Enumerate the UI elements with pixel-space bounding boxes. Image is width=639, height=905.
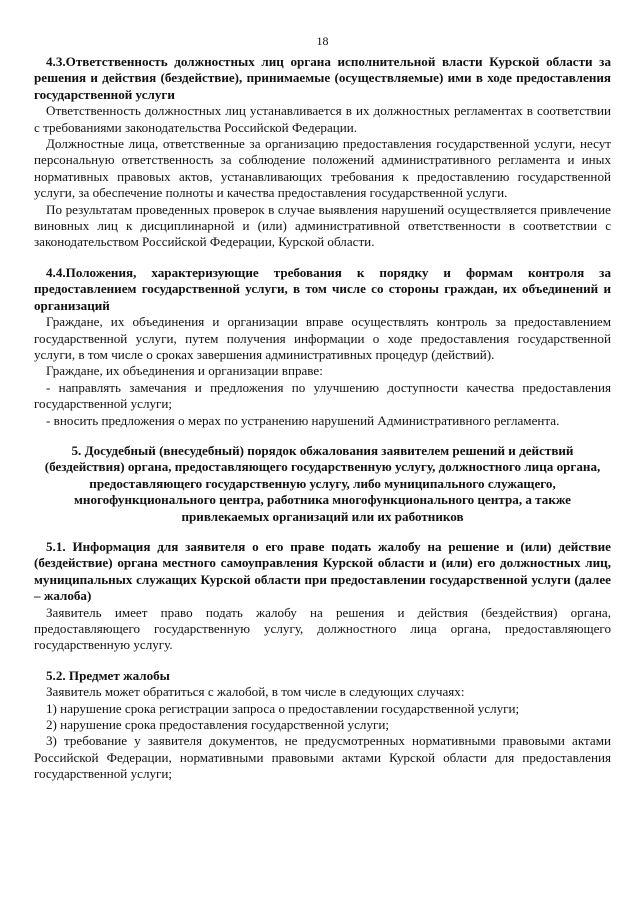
section-5-1-paragraph-1: Заявитель имеет право подать жалобу на решения и действия (бездействия) органа, предоставляющего государственную услугу, должностного лица органа, предоставляющего государственную услугу. [34,604,611,653]
section-4-3-paragraph-3: По результатам проведенных проверок в случае выявления нарушений осуществляется привлечение виновных лиц к дисциплинарной и (или) административной ответственности в соответствии с законодательством Российской Федерации, Курской области. [34,201,611,250]
section-4-4-paragraph-1: Граждане, их объединения и организации вправе осуществлять контроль за предоставлением государственной услуги, путем получения информации о ходе предоставления государственной услуги, в том числе о сроках завершения административных процедур (действий). [34,314,611,362]
section-5-2-heading: 5.2. Предмет жалобы [46,667,170,683]
section-5-heading: 5. Досудебный (внесудебный) порядок обжалования заявителем решений и действий (бездействия) органа, предоставляющего государственную услугу, должностного лица органа, предоставляющего государственную услугу, либо муниципального служащего, многофункционального центра, работника многофункционального центра, а также привлекаемых организаций или их работников [44,442,601,524]
section-4-4-paragraph-2: Граждане, их объединения и организации вправе: [46,363,323,379]
section-4-3-paragraph-2: Должностные лица, ответственные за организацию предоставления государственной услуги, несут персональную ответственность за соблюдение положений административного регламента и иных нормативных правовых актов, устанавливающих требования к предоставлению государственной услуги, за обеспечение полноты и качества предоставления государственной услуги. [34,136,611,201]
section-5-2-list-item-1: 1) нарушение срока регистрации запроса о предоставлении государственной услуги; [46,700,520,716]
section-4-4-list-item-2: - вносить предложения о мерах по устранению нарушений Административного регламента. [46,412,560,428]
section-5-2-list-item-2: 2) нарушение срока предоставления государственной услуги; [46,717,390,733]
section-5-2-list-item-3: 3) требование у заявителя документов, не предусмотренных нормативными правовыми актами Российской Федерации, нормативными правовыми актами Курской области для предоставления государственной услуги; [34,733,611,782]
section-4-3-paragraph-1: Ответственность должностных лиц устанавливается в их должностных регламентах в соответствии с требованиями законодательства Российской Федерации. [34,103,611,135]
section-5-2-paragraph-1: Заявитель может обратиться с жалобой, в том числе в следующих случаях: [46,684,465,700]
page-number: 18 [316,34,329,48]
section-4-3-heading: 4.3.Ответственность должностных лиц органа исполнительной власти Курской области за решения и действия (бездействие), принимаемые (осуществляемые) ими в ходе предоставления государственной услуги [34,54,611,102]
section-4-4-list-item-1: - направлять замечания и предложения по улучшению доступности качества предоставления государственной услуги; [34,379,611,412]
section-4-4-heading: 4.4.Положения, характеризующие требования к порядку и формам контроля за предоставлением государственной услуги, в том числе со стороны граждан, их объединений и организаций [34,264,611,313]
section-5-1-heading: 5.1. Информация для заявителя о его праве подать жалобу на решение и (или) действие (бездействие) органа местного самоуправления Курской области и (или) его должностных лиц, муниципальных служащих Курской области при предоставлении государственной услуги (далее – жалоба) [34,538,611,604]
